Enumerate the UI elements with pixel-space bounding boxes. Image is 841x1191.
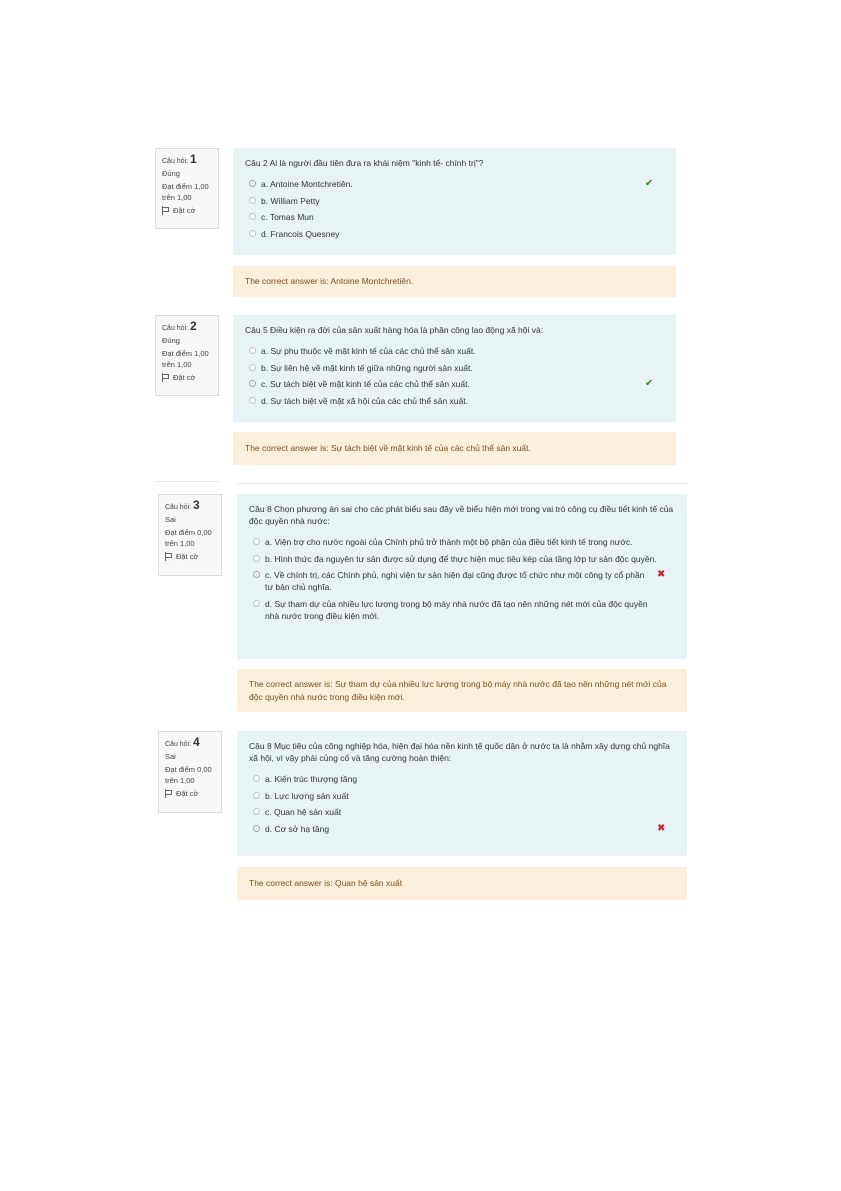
- question-info-2: [155, 315, 219, 396]
- option-label: a. Viện trợ cho nước ngoài của Chính phủ trở thành một bộ phận của điều tiết kinh tế trong nước.: [265, 537, 633, 547]
- question-state: Đúng: [162, 336, 180, 345]
- radio[interactable]: [249, 347, 256, 354]
- question-number-value: 4: [193, 735, 200, 749]
- question-grade: Đạt điểm 0,00 trên 1,00: [165, 765, 212, 785]
- question-state: Sai: [165, 752, 176, 761]
- flag-icon: [165, 552, 173, 561]
- incorrect-cross-icon: ✖: [657, 569, 666, 580]
- flag-label: Đặt cờ: [173, 206, 196, 215]
- option-label: b. Sự liên hệ về mặt kinh tế giữa những người sản xuất.: [261, 362, 473, 373]
- radio[interactable]: [253, 555, 260, 562]
- answer-option-b[interactable]: [249, 362, 664, 374]
- option-label: b. Lực lượng sản xuất: [265, 790, 349, 801]
- answer-option-d[interactable]: [249, 228, 664, 240]
- flag-question-button[interactable]: [162, 372, 213, 383]
- option-label: d. Sự tham dự của nhiều lực lượng trong bộ máy nhà nước đã tạo nên những nét mới của độc quyền nhà nước trong điều kiện mới.: [265, 598, 648, 621]
- flag-icon: [162, 373, 170, 382]
- radio[interactable]: [249, 197, 256, 204]
- question-number-label: Câu hỏi: [165, 504, 190, 511]
- question-state: Sai: [165, 515, 176, 524]
- question-number-value: 2: [190, 319, 197, 333]
- flag-label: Đặt cờ: [176, 552, 199, 561]
- flag-icon: [162, 206, 170, 215]
- question-info-1: [155, 148, 219, 229]
- radio[interactable]: [249, 397, 256, 404]
- feedback-1: The correct answer is: Antoine Montchretiên.: [233, 266, 676, 297]
- radio[interactable]: [253, 775, 260, 782]
- question-text: Câu 5 Điều kiện ra đời của sản xuất hàng hóa là phân công lao động xã hội và:: [245, 325, 544, 335]
- radio-selected[interactable]: [253, 571, 260, 578]
- option-label: a. Antoine Montchretiên.: [261, 179, 353, 189]
- page-separator-left: [155, 481, 219, 482]
- answer-option-a[interactable]: [249, 178, 664, 190]
- radio[interactable]: [253, 538, 260, 545]
- question-number-value: 3: [193, 498, 200, 512]
- answer-option-d[interactable]: [253, 598, 675, 622]
- option-label: d. Francois Quesney: [261, 228, 340, 239]
- correct-check-icon: ✔: [645, 178, 654, 189]
- answer-option-c[interactable]: [249, 211, 664, 223]
- answer-option-b[interactable]: [253, 790, 675, 802]
- incorrect-cross-icon: ✖: [657, 822, 666, 834]
- radio[interactable]: [253, 808, 260, 815]
- option-label: c. Quan hệ sản xuất: [265, 807, 342, 817]
- answer-option-c[interactable]: [249, 378, 664, 390]
- flag-label: Đặt cờ: [176, 789, 199, 798]
- question-number: Câu hỏi: 1: [162, 152, 197, 166]
- question-state: Đúng: [162, 169, 180, 178]
- feedback-4: The correct answer is: Quan hệ sản xuất: [237, 867, 687, 900]
- radio-selected[interactable]: [249, 180, 256, 187]
- question-number: Câu hỏi: 4: [165, 735, 200, 749]
- option-label: d. Sự tách biệt về mặt xã hội của các chủ thể sản xuất.: [261, 395, 468, 406]
- option-label: a. Sự phụ thuộc về mặt kinh tế của các chủ thể sản xuất.: [261, 346, 476, 356]
- correct-check-icon: ✔: [645, 378, 654, 389]
- question-content-1: [233, 148, 676, 255]
- question-text: Câu 2 Ai là người đầu tiên đưa ra khái niệm "kinh tế- chính trị"?: [245, 158, 484, 168]
- answer-option-d[interactable]: [249, 395, 664, 407]
- flag-question-button[interactable]: [165, 788, 216, 799]
- feedback-2: The correct answer is: Sự tách biệt về mặt kinh tế của các chủ thể sản xuất.: [233, 432, 676, 465]
- answer-option-d[interactable]: [253, 823, 675, 835]
- option-label: c. Về chính trị, các Chính phủ, nghị viện tư sản hiện đại cũng được tổ chức như một công ty cổ phần tư bản chủ nghĩa.: [265, 570, 645, 592]
- question-info-3: [158, 494, 222, 576]
- flag-question-button[interactable]: [162, 205, 213, 216]
- answer-option-b[interactable]: [249, 195, 664, 207]
- question-number-value: 1: [190, 152, 197, 166]
- answer-option-a[interactable]: [249, 345, 664, 357]
- option-label: a. Kiến trúc thượng tầng: [265, 774, 358, 784]
- page-separator-right: [237, 483, 687, 484]
- option-label: b. Hình thức đa nguyên tư sản được sử dụng để thực hiện mục tiêu kép của tầng lớp tư sản độc quyền.: [265, 553, 657, 564]
- question-grade: Đạt điểm 0,00 trên 1,00: [165, 528, 212, 548]
- radio-selected[interactable]: [253, 825, 260, 832]
- radio[interactable]: [249, 213, 256, 220]
- answer-option-a[interactable]: [253, 536, 675, 548]
- flag-icon: [165, 789, 173, 798]
- answer-option-c[interactable]: [253, 806, 675, 818]
- question-number-label: Câu hỏi: [165, 741, 190, 748]
- radio[interactable]: [253, 600, 260, 607]
- question-content-3: [237, 494, 687, 659]
- question-content-2: [233, 315, 676, 422]
- radio-selected[interactable]: [249, 380, 256, 387]
- flag-question-button[interactable]: [165, 551, 216, 562]
- answer-option-b[interactable]: [253, 553, 675, 565]
- flag-label: Đặt cờ: [173, 373, 196, 382]
- question-number: Câu hỏi: 2: [162, 319, 197, 333]
- question-text: Câu 8 Chọn phương án sai cho các phát biểu sau đây về biểu hiện mới trong vai trò công cụ điều tiết kinh tế của độc quyền nhà nước:: [249, 504, 674, 526]
- question-grade: Đạt điểm 1,00 trên 1,00: [162, 349, 209, 369]
- option-label: d. Cơ sở hạ tầng: [265, 823, 330, 834]
- feedback-3: The correct answer is: Sự tham dự của nhiều lực lượng trong bộ máy nhà nước đã tạo nên những nét mới của độc quyền nhà nước trong điều kiện mới.: [237, 669, 687, 712]
- answer-option-c[interactable]: [253, 569, 675, 593]
- question-number-label: Câu hỏi: [162, 325, 187, 332]
- option-label: c. Tomas Mun: [261, 212, 314, 222]
- radio[interactable]: [249, 230, 256, 237]
- option-label: c. Sự tách biệt về mặt kinh tế của các chủ thể sản xuất.: [261, 379, 470, 389]
- question-grade: Đạt điểm 1,00 trên 1,00: [162, 182, 209, 202]
- question-number-label: Câu hỏi: [162, 158, 187, 165]
- option-label: b. William Petty: [261, 195, 320, 206]
- question-number: Câu hỏi: 3: [165, 498, 200, 512]
- question-content-4: [237, 731, 687, 856]
- question-text: Câu 8 Mục tiêu của công nghiệp hóa, hiện đại hóa nền kinh tế quốc dân ở nước ta là nhằm xây dựng chủ nghĩa xã hội, vì vậy phải củng cố và tăng cường hoàn thiện:: [249, 741, 670, 763]
- question-info-4: [158, 731, 222, 813]
- answer-option-a[interactable]: [253, 773, 675, 785]
- radio[interactable]: [249, 364, 256, 371]
- radio[interactable]: [253, 792, 260, 799]
